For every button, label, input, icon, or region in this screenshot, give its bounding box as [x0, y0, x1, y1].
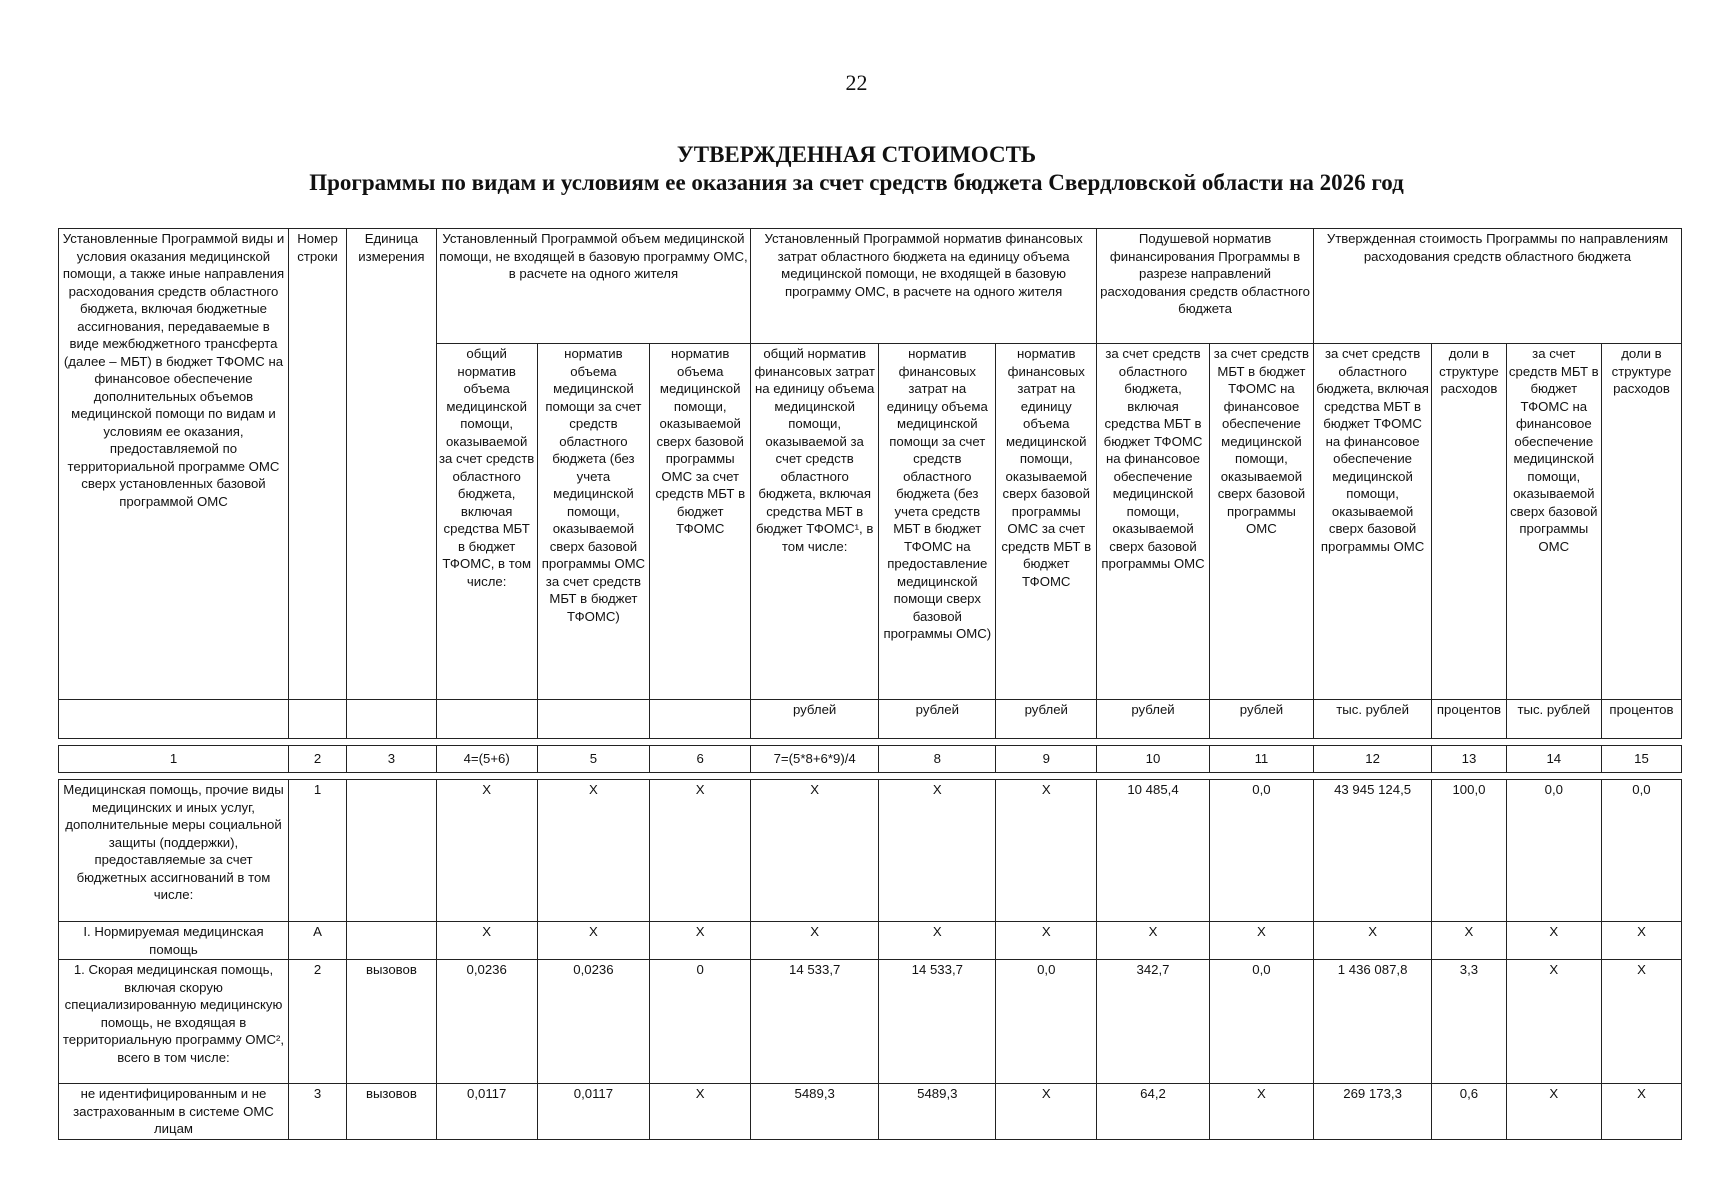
- index-cell: 3: [347, 746, 437, 773]
- index-cell: 14: [1506, 746, 1601, 773]
- cell: X: [1601, 1084, 1681, 1140]
- cell: X: [996, 1084, 1097, 1140]
- unit-cell: рублей: [1209, 700, 1313, 739]
- row-number: 2: [288, 960, 346, 1084]
- row-label: не идентифицированным и не застрахованным в системе ОМС лицам: [59, 1084, 289, 1140]
- row-unit: [347, 780, 437, 922]
- cell: X: [879, 922, 996, 960]
- index-cell: 6: [650, 746, 751, 773]
- cell: X: [1601, 960, 1681, 1084]
- unit-cell: тыс. рублей: [1506, 700, 1601, 739]
- index-cell: 9: [996, 746, 1097, 773]
- cell: X: [879, 780, 996, 922]
- unit-cell: тыс. рублей: [1313, 700, 1431, 739]
- unit-cell: [288, 700, 346, 739]
- unit-cell: процентов: [1432, 700, 1506, 739]
- unit-cell: рублей: [879, 700, 996, 739]
- cell: X: [996, 780, 1097, 922]
- index-cell: 4=(5+6): [436, 746, 537, 773]
- document-subtitle: Программы по видам и условиям ее оказания за счет средств бюджета Свердловской области на 2026 год: [309, 170, 1404, 195]
- cell: 43 945 124,5: [1313, 780, 1431, 922]
- table-row: [59, 922, 1682, 960]
- cell: X: [1209, 1084, 1313, 1140]
- header-group-volume: Установленный Программой объем медицинской помощи, не входящей в базовую программу ОМС, в расчете на одного жителя: [436, 229, 750, 344]
- spacer-row: [59, 773, 1682, 780]
- cell: 0,0: [1209, 960, 1313, 1084]
- cell: X: [650, 1084, 751, 1140]
- cell: 0,0: [996, 960, 1097, 1084]
- row-label: I. Нормируемая медицинская помощь: [59, 922, 289, 960]
- cell: 342,7: [1097, 960, 1210, 1084]
- unit-cell: [347, 700, 437, 739]
- column-index-row: [59, 746, 1682, 773]
- units-row: [59, 700, 1682, 739]
- header-sub-7: общий норматив финансовых затрат на единицу объема медицинской помощи, оказываемой за счет средств областного бюджета, включая средства МБТ в бюджет ТФОМС¹, в том числе:: [751, 344, 879, 700]
- row-unit: вызовов: [347, 1084, 437, 1140]
- cell: X: [650, 780, 751, 922]
- header-sub-15: доли в структуре расходов: [1601, 344, 1681, 700]
- cell: X: [1601, 922, 1681, 960]
- cell: 64,2: [1097, 1084, 1210, 1140]
- cell: 269 173,3: [1313, 1084, 1431, 1140]
- header-sub-14: за счет средств МБТ в бюджет ТФОМС на финансовое обеспечение медицинской помощи, оказываемой сверх базовой программы ОМС: [1506, 344, 1601, 700]
- cell: 10 485,4: [1097, 780, 1210, 922]
- header-sub-4: общий норматив объема медицинской помощи, оказываемой за счет средств областного бюджета, включая средства МБТ в бюджет ТФОМС, в том числе:: [436, 344, 537, 700]
- header-sub-10: за счет средств областного бюджета, включая средства МБТ в бюджет ТФОМС на финансовое обеспечение медицинской помощи, оказываемой сверх базовой программы ОМС: [1097, 344, 1210, 700]
- unit-cell: [59, 700, 289, 739]
- header-sub-6: норматив объема медицинской помощи, оказываемой сверх базовой программы ОМС за счет средств МБТ в бюджет ТФОМС: [650, 344, 751, 700]
- cell: X: [650, 922, 751, 960]
- row-unit: [347, 922, 437, 960]
- index-cell: 15: [1601, 746, 1681, 773]
- cell: X: [1506, 1084, 1601, 1140]
- header-unit: Единица измерения: [347, 229, 437, 700]
- header-sub-8: норматив финансовых затрат на единицу объема медицинской помощи за счет средств областного бюджета (без учета средств МБТ в бюджет ТФОМС на предоставление медицинской помощи сверх базовой программы ОМС): [879, 344, 996, 700]
- cell: X: [436, 780, 537, 922]
- header-row-1: [59, 229, 1682, 344]
- cell: 14 533,7: [751, 960, 879, 1084]
- cell: X: [1097, 922, 1210, 960]
- cell: 1 436 087,8: [1313, 960, 1431, 1084]
- index-cell: 2: [288, 746, 346, 773]
- index-cell: 13: [1432, 746, 1506, 773]
- cell: 0: [650, 960, 751, 1084]
- cell: X: [751, 780, 879, 922]
- page-number: 22: [845, 70, 868, 95]
- cell: X: [537, 922, 650, 960]
- row-number: 1: [288, 780, 346, 922]
- header-sub-11: за счет средств МБТ в бюджет ТФОМС на финансовое обеспечение медицинской помощи, оказываемой сверх базовой программы ОМС: [1209, 344, 1313, 700]
- unit-cell: рублей: [996, 700, 1097, 739]
- table-row: [59, 960, 1682, 1084]
- row-label: Медицинская помощь, прочие виды медицинских и иных услуг, дополнительные меры социальной защиты (поддержки), предоставляемые за счет бюджетных ассигнований в том числе:: [59, 780, 289, 922]
- header-sub-13: доли в структуре расходов: [1432, 344, 1506, 700]
- cell: 5489,3: [879, 1084, 996, 1140]
- header-kind: Установленные Программой виды и условия оказания медицинской помощи, а также иные направления расходования средств областного бюджета, включая бюджетные ассигнования, передаваемые в виде межбюджетного трансферта (далее – МБТ) в бюджет ТФОМС на финансовое обеспечение дополнительных объемов медицинской помощи по видам и условиям ее оказания, предоставляемой по территориальной программе ОМС сверх установленных базовой программой ОМС: [59, 229, 289, 700]
- index-cell: 5: [537, 746, 650, 773]
- index-cell: 12: [1313, 746, 1431, 773]
- header-sub-9: норматив финансовых затрат на единицу объема медицинской помощи, оказываемой сверх базовой программы ОМС за счет средств МБТ в бюджет ТФОМС: [996, 344, 1097, 700]
- unit-cell: [650, 700, 751, 739]
- cell: X: [1506, 960, 1601, 1084]
- cell: X: [751, 922, 879, 960]
- header-sub-5: норматив объема медицинской помощи за счет средств областного бюджета (без учета медицинской помощи, оказываемой сверх базовой программы ОМС за счет средств МБТ в бюджет ТФОМС): [537, 344, 650, 700]
- index-cell: 8: [879, 746, 996, 773]
- cell: 0,0: [1506, 780, 1601, 922]
- header-row-number: Номер строки: [288, 229, 346, 700]
- row-number: 3: [288, 1084, 346, 1140]
- unit-cell: [436, 700, 537, 739]
- unit-cell: процентов: [1601, 700, 1681, 739]
- cell: X: [436, 922, 537, 960]
- table-row: [59, 1084, 1682, 1140]
- cell: X: [1313, 922, 1431, 960]
- row-unit: вызовов: [347, 960, 437, 1084]
- cell: 0,0236: [436, 960, 537, 1084]
- cell: 14 533,7: [879, 960, 996, 1084]
- spacer-cell: [59, 739, 1682, 746]
- header-group-cost-norm: Установленный Программой норматив финансовых затрат областного бюджета на единицу объема медицинской помощи, не входящей в базовую программу ОМС, в расчете на одного жителя: [751, 229, 1097, 344]
- row-label: 1. Скорая медицинская помощь, включая скорую специализированную медицинскую помощь, не входящая в территориальную программу ОМС², всего в том числе:: [59, 960, 289, 1084]
- cell: X: [996, 922, 1097, 960]
- index-cell: 7=(5*8+6*9)/4: [751, 746, 879, 773]
- spacer-cell: [59, 773, 1682, 780]
- index-cell: 1: [59, 746, 289, 773]
- cell: 3,3: [1432, 960, 1506, 1084]
- cell: 5489,3: [751, 1084, 879, 1140]
- header-group-per-capita: Подушевой норматив финансирования Программы в разрезе направлений расходования средств областного бюджета: [1097, 229, 1314, 344]
- unit-cell: [537, 700, 650, 739]
- header-sub-12: за счет средств областного бюджета, включая средства МБТ в бюджет ТФОМС на финансовое обеспечение медицинской помощи, оказываемой сверх базовой программы ОМС: [1313, 344, 1431, 700]
- cell: 0,0117: [436, 1084, 537, 1140]
- cell: X: [1506, 922, 1601, 960]
- index-cell: 10: [1097, 746, 1210, 773]
- cell: 0,0117: [537, 1084, 650, 1140]
- cost-table: [58, 228, 1682, 1140]
- cell: 0,0: [1209, 780, 1313, 922]
- spacer-row: [59, 739, 1682, 746]
- header-group-approved: Утвержденная стоимость Программы по направлениям расходования средств областного бюджета: [1313, 229, 1681, 344]
- cell: 100,0: [1432, 780, 1506, 922]
- cell: X: [1432, 922, 1506, 960]
- cell: 0,0: [1601, 780, 1681, 922]
- document-title: УТВЕРЖДЕННАЯ СТОИМОСТЬ: [676, 142, 1037, 167]
- cell: X: [1209, 922, 1313, 960]
- index-cell: 11: [1209, 746, 1313, 773]
- cell: 0,6: [1432, 1084, 1506, 1140]
- cell: X: [537, 780, 650, 922]
- cell: 0,0236: [537, 960, 650, 1084]
- unit-cell: рублей: [751, 700, 879, 739]
- row-number: А: [288, 922, 346, 960]
- unit-cell: рублей: [1097, 700, 1210, 739]
- table-row: [59, 780, 1682, 922]
